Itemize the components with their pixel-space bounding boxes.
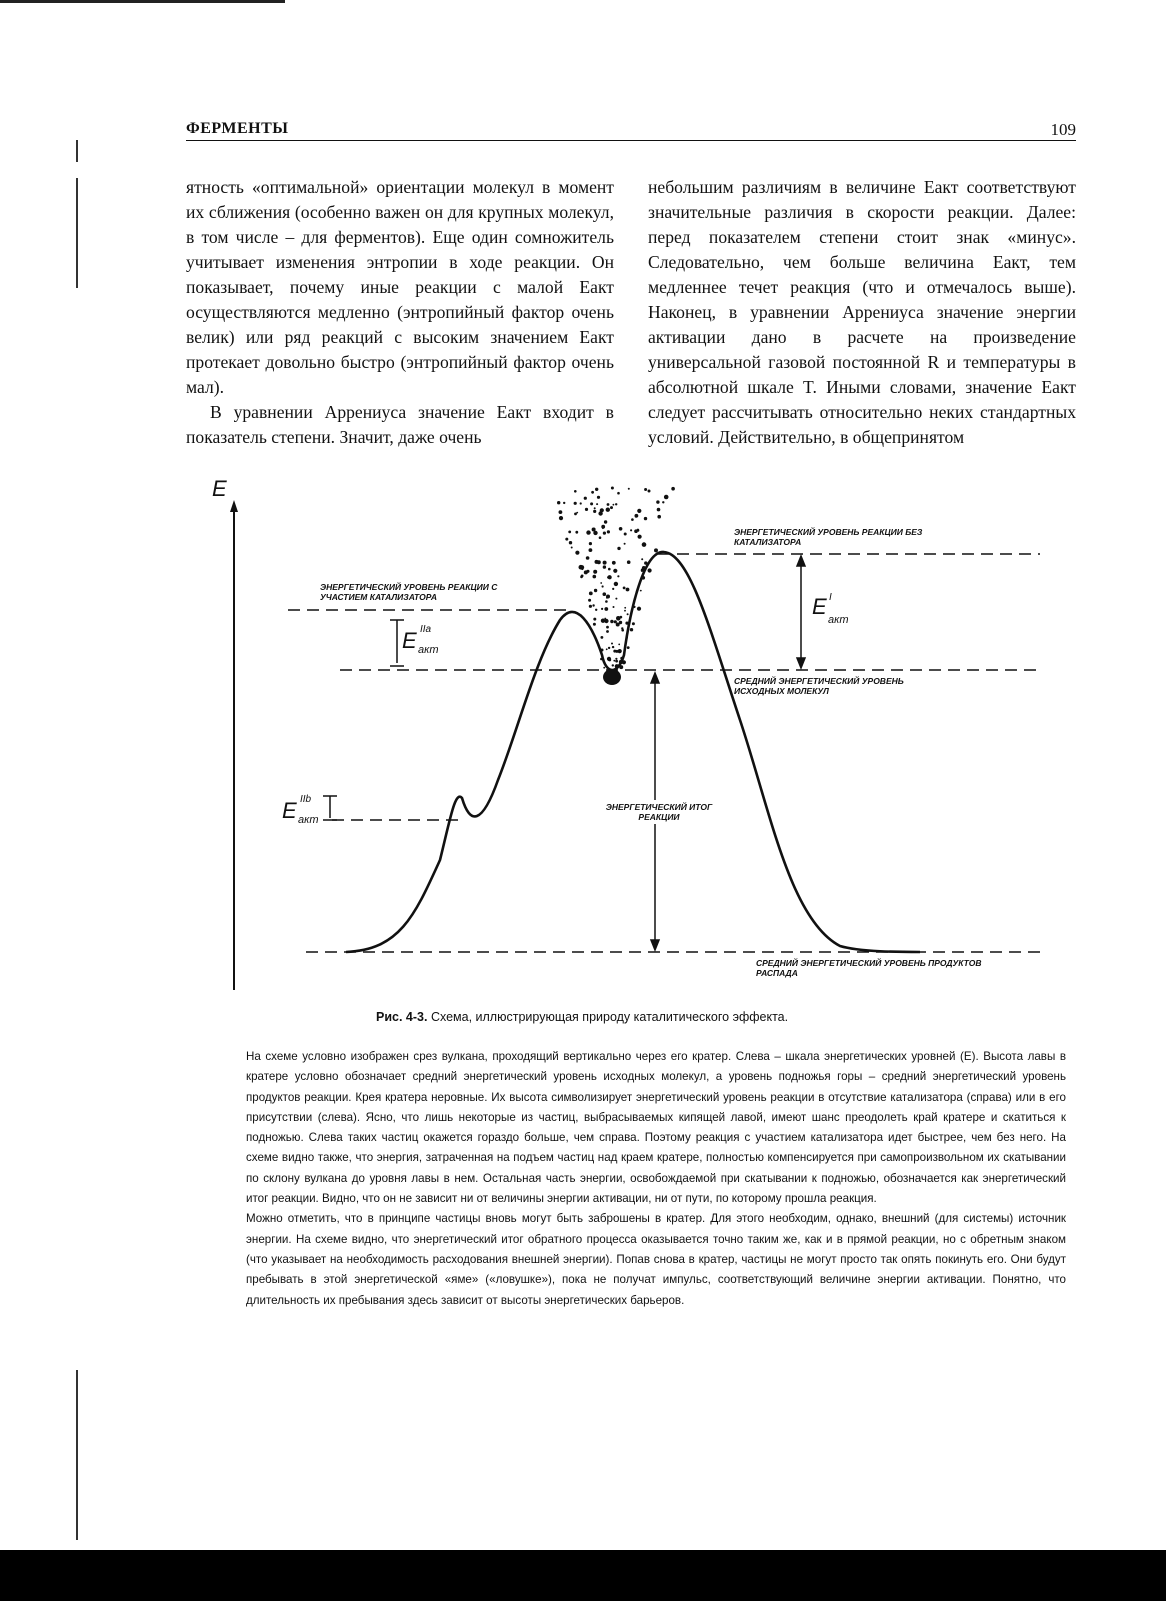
- particle: [624, 543, 626, 545]
- particle: [616, 616, 621, 621]
- particle: [575, 551, 579, 555]
- particle: [595, 609, 597, 611]
- particle: [579, 565, 584, 570]
- particle: [589, 542, 592, 545]
- particle: [656, 500, 659, 503]
- particle: [568, 531, 571, 534]
- scan-bottom-band: [0, 1550, 1166, 1601]
- note-paragraph: На схеме условно изображен срез вулкана, проходящий вертикально через его кратер. Слева – шкала энергетических уровней (E). Высота лавы в кратере условно обозначает средний энергетический уровень исходных молекул, а уровень подножья горы – средний энергетический уровень продуктов реакции. Крея кратера неровные. Их высота символизирует энергетический уровень реакции в отсутствие катализатора (справа) или в его присутствии (слева). Ясно, что лишь некоторые из частиц, выбрасываемых кипящей лавой, имеют шанс преодолеть край кратере и скатиться к подножью. Слева таких частиц окажется гораздо больше, чем справа. Поэтому реакция с участием катализатора идет быстрее, чем без него. На схеме видно также, что энергия, затраченная на подъем частиц над краем кратере, полностью компенсируется при самопроизвольном их скатывании по склону вулкана до уровня лавы в нем. Остальная часть энергии, освобождаемой при скатывании к подножью, обозначается как энергетический итог реакции. Видно, что он не зависит ни от величины энергии активации, ни от пути, по которому прошла реакция.: [246, 1050, 1066, 1206]
- particle: [632, 622, 635, 625]
- particle: [584, 497, 587, 500]
- particle: [644, 488, 647, 491]
- particle: [600, 658, 603, 661]
- particle: [589, 605, 592, 608]
- particle: [604, 618, 606, 620]
- figure-caption: [376, 1010, 788, 1024]
- particle: [571, 547, 573, 549]
- particle: [607, 503, 610, 506]
- particle: [617, 575, 619, 577]
- particle: [601, 636, 604, 639]
- particle: [586, 570, 589, 573]
- particle: [664, 495, 669, 500]
- label-level-with-catalyst: ЭНЕРГЕТИЧЕСКИЙ УРОВЕНЬ РЕАКЦИИ С УЧАСТИЕМ КАТАЛИЗАТОРА: [320, 582, 498, 602]
- particle: [637, 607, 641, 611]
- symbol-e-iia-sup: IIa: [420, 624, 432, 635]
- particle: [595, 488, 598, 491]
- particle: [654, 548, 658, 552]
- particle: [585, 508, 588, 511]
- particle: [615, 598, 617, 600]
- particle: [599, 536, 602, 539]
- arrow-e-i: [797, 556, 805, 668]
- particle: [581, 575, 584, 578]
- particle: [612, 588, 614, 590]
- particle: [642, 576, 646, 580]
- particle: [569, 541, 572, 544]
- particle: [623, 587, 626, 590]
- particle: [619, 665, 623, 669]
- particle: [613, 606, 615, 608]
- paragraph: небольшим различиям в величине Eакт соответствуют значительные различия в скорости реакции. Далее: перед показателем степени стоит знак «минус». Следовательно, чем больше величина Eакт, тем медленнее течет реакция (что и отмечалось выше). Наконец, в уравнении Аррениуса значение энергии активации дано в расчете на произведение универсальной газовой постоянной R и температуры в абсолютной шкале T. Иными словами, значение Eакт следует рассчитывать относительно неких стандартных условий. Действительно, в общепринятом: [648, 177, 1076, 447]
- particle: [627, 613, 629, 615]
- particle: [597, 560, 601, 564]
- particle: [602, 527, 604, 529]
- particle: [607, 530, 610, 533]
- particle: [641, 570, 643, 572]
- caption-number: Рис. 4-3.: [376, 1010, 428, 1024]
- particle: [624, 533, 627, 536]
- particle: [614, 620, 617, 623]
- particle: [615, 658, 617, 660]
- paragraph: В уравнении Аррениуса значение Eакт входит в показатель степени. Значит, даже очень: [186, 402, 614, 447]
- symbol-e-iia-sub: акт: [418, 644, 439, 656]
- particle: [611, 487, 614, 490]
- particle: [624, 607, 626, 609]
- particle: [593, 531, 597, 535]
- particle: [638, 535, 642, 539]
- scan-margin-mark: [76, 178, 78, 288]
- particle: [630, 529, 632, 531]
- particle: [657, 515, 661, 519]
- particle: [608, 576, 611, 579]
- arrow-e-iib: [323, 796, 337, 820]
- particle: [604, 520, 607, 523]
- particle: [597, 496, 600, 499]
- particle: [574, 490, 577, 493]
- particle: [574, 502, 577, 505]
- lava-surface: [603, 669, 621, 685]
- particle: [603, 561, 607, 565]
- symbol-e-i: E: [812, 594, 827, 619]
- particle: [557, 501, 560, 504]
- symbol-e-iib-sub: акт: [298, 814, 319, 826]
- particle: [604, 619, 608, 623]
- particle: [612, 561, 616, 565]
- figure-notes: [246, 1047, 1066, 1311]
- particle: [621, 627, 623, 629]
- page-header: [186, 118, 1076, 141]
- axis-label-e: E: [212, 476, 227, 501]
- particle: [559, 510, 563, 514]
- particle: [606, 626, 609, 629]
- particle: [662, 501, 664, 503]
- particle: [592, 604, 594, 606]
- particle: [559, 516, 563, 520]
- particle: [628, 488, 630, 490]
- particle: [627, 646, 630, 649]
- scan-edge-line: [0, 0, 285, 3]
- figure-volcano-diagram: [200, 476, 1080, 1020]
- energy-axis: [230, 500, 238, 990]
- particle: [635, 514, 639, 518]
- particle: [620, 657, 623, 660]
- particle: [633, 606, 635, 608]
- particle: [618, 649, 622, 653]
- particle: [626, 636, 628, 638]
- particle: [622, 661, 624, 663]
- particle: [624, 610, 626, 612]
- particle: [613, 569, 617, 573]
- particle: [606, 630, 609, 633]
- text-column-right: [648, 175, 1076, 450]
- text-column-left: [186, 175, 614, 450]
- particle: [589, 592, 593, 596]
- scan-margin-mark: [76, 140, 78, 162]
- particle: [640, 590, 642, 592]
- particle: [603, 565, 606, 568]
- diagram-canvas: [200, 480, 1080, 1020]
- particle: [648, 490, 651, 493]
- particle: [626, 588, 630, 592]
- particle: [619, 527, 623, 531]
- caption-text: Схема, иллюстрирующая природу каталитического эффекта.: [430, 1010, 789, 1024]
- particle: [586, 530, 590, 534]
- particle: [616, 665, 618, 667]
- particle: [606, 597, 608, 599]
- particle: [603, 592, 607, 596]
- particle: [648, 568, 652, 572]
- particle: [594, 589, 597, 592]
- label-level-no-catalyst: ЭНЕРГЕТИЧЕСКИЙ УРОВЕНЬ РЕАКЦИИ БЕЗ КАТАЛИЗАТОРА: [734, 527, 923, 547]
- particle: [625, 622, 628, 625]
- particle: [580, 502, 582, 504]
- particle: [642, 542, 647, 547]
- particle: [644, 561, 647, 564]
- particle: [615, 660, 618, 663]
- particle: [606, 648, 608, 650]
- particle: [590, 502, 593, 505]
- label-level-initial: СРЕДНИЙ ЭНЕРГЕТИЧЕСКИЙ УРОВЕНЬ ИСХОДНЫХ МОЛЕКУЛ: [734, 676, 904, 696]
- particle: [596, 503, 598, 505]
- particle: [671, 487, 675, 491]
- particle: [575, 531, 578, 534]
- particle: [610, 620, 613, 623]
- particle: [606, 508, 610, 512]
- symbol-e-iia: E: [402, 628, 417, 653]
- particle: [618, 644, 620, 646]
- particle: [637, 509, 641, 513]
- particle: [613, 504, 615, 506]
- volcano-profile: [346, 552, 920, 952]
- particle: [617, 492, 620, 495]
- particle: [657, 508, 661, 512]
- particle: [602, 585, 604, 587]
- level-lines: [288, 554, 1040, 952]
- particle: [608, 568, 611, 571]
- particle: [601, 608, 603, 610]
- particle: [605, 600, 608, 603]
- particle: [617, 547, 620, 550]
- particle: [593, 575, 597, 579]
- particle: [589, 548, 593, 552]
- particle: [612, 646, 614, 648]
- particle: [644, 517, 647, 520]
- particle: [642, 566, 646, 570]
- particle: [608, 647, 610, 649]
- particle: [601, 649, 604, 652]
- particle: [593, 510, 596, 513]
- particle: [563, 502, 565, 504]
- symbol-e-iib-sup: IIb: [300, 794, 312, 805]
- particle: [631, 518, 634, 521]
- particle: [603, 532, 606, 535]
- particle: [616, 623, 620, 627]
- particle: [591, 491, 594, 494]
- particle: [594, 507, 596, 509]
- particle: [627, 560, 631, 564]
- symbol-e-iib: E: [282, 798, 297, 823]
- particle: [614, 582, 618, 586]
- particle: [600, 582, 602, 584]
- particle: [603, 667, 605, 669]
- particle: [574, 513, 577, 516]
- particle: [565, 538, 568, 541]
- particle: [586, 556, 590, 560]
- symbol-e-i-sup: I: [829, 592, 832, 603]
- label-level-products: СРЕДНИЙ ЭНЕРГЕТИЧЕСКИЙ УРОВЕНЬ ПРОДУКТОВ РАСПАДА: [756, 958, 982, 978]
- label-reaction-total: ЭНЕРГЕТИЧЕСКИЙ ИТОГ РЕАКЦИИ: [605, 802, 713, 822]
- particle: [610, 506, 613, 509]
- scan-margin-mark: [76, 1370, 78, 1540]
- particle: [607, 657, 611, 661]
- symbol-e-i-sub: акт: [828, 614, 849, 626]
- particle: [634, 529, 638, 533]
- particle: [593, 570, 597, 574]
- particle: [593, 618, 596, 621]
- particle: [588, 599, 591, 602]
- particle: [630, 628, 633, 631]
- particle: [593, 623, 596, 626]
- note-paragraph: Можно отметить, что в принципе частицы вновь могут быть заброшены в кратер. Для этого необходим, однако, внешний (для системы) источник энергии. На схеме видно, что энергетический итог обратного процесса оказывается точно таким же, как и в прямой реакции, но с обретным знаком (что указывает на необходимость расходования внешней энергии). Попав снова в кратер, частицы не могут просто так опять покинуть его. Они будут пребывать в этой энергетической «яме» («ловушке»), пока не получат импульс, соответствующий величине энергии активации. Понятно, что длительность их пребывания здесь зависит от высоты энергетических барьеров.: [246, 1212, 1066, 1307]
- lava-particles: [557, 487, 675, 670]
- particle: [613, 660, 615, 662]
- particle: [615, 503, 617, 505]
- particle: [641, 558, 643, 560]
- particle: [604, 607, 608, 611]
- particle: [611, 643, 613, 645]
- page-number: 109: [1050, 120, 1076, 139]
- particle: [612, 664, 614, 666]
- running-title: ФЕРМЕНТЫ: [186, 120, 289, 137]
- particle: [593, 528, 596, 531]
- particle: [598, 511, 602, 515]
- paragraph: ятность «оптимальной» ориентации молекул в момент их сближения (особенно важен он для крупных молекул, в том числе – для ферментов). Еще один сомножитель учитывает изменения энтропии в ходе реакции. Он показывает, почему иные реакции с малой Eакт осуществляются медленно (энтропийный фактор очень велик) или ряд реакций с высоким значением Eакт протекает довольно быстро (энтропийный фактор очень мал).: [186, 177, 614, 397]
